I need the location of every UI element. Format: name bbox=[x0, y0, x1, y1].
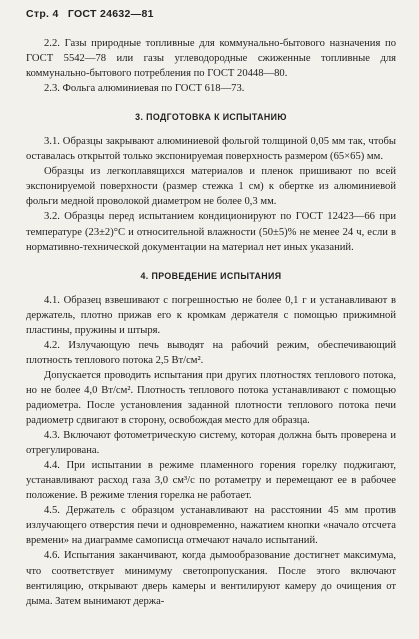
section-4-heading: 4. ПРОВЕДЕНИЕ ИСПЫТАНИЯ bbox=[140, 270, 282, 281]
paragraph-3-2: 3.2. Образцы перед испытанием кондиционируют по ГОСТ 12423—66 при температуре (23±2)°С и относительной влажности (50±5)% не менее 24 ч, если в нормативно-технической документации на материал нет иных указаний. bbox=[26, 211, 396, 253]
page-number: Стр. 4 bbox=[26, 8, 59, 20]
paragraph-4-2-b: Допускается проводить испытания при других плотностях теплового потока, но не более 4,0 Вт/см². Плотность теплового потока устанавливают с помощью радиометра. После установления заданной плотности теплового потока печи радиометр сдвигают в сторону, освобождая место для образца. bbox=[26, 369, 396, 427]
paragraph-4-2: 4.2. Излучающую печь выводят на рабочий режим, обеспечивающий плотность теплового потока 2,5 Вт/см². bbox=[26, 339, 396, 366]
document-body bbox=[26, 36, 396, 609]
page-header bbox=[26, 8, 160, 20]
paragraph-2-2: 2.2. Газы природные топливные для коммунально-бытового назначения по ГОСТ 5542—78 или газы углеводородные сжиженные топливные для коммунально-бытового потребления по ГОСТ 20448—80. bbox=[26, 38, 396, 80]
paragraph-4-3: 4.3. Включают фотометрическую систему, которая должна быть проверена и отрегулирована. bbox=[26, 430, 396, 457]
paragraph-3-1: 3.1. Образцы закрывают алюминиевой фольгой толщиной 0,05 мм так, чтобы оставалась открытой только экспонируемая поверхность размером (65×65) мм. bbox=[26, 136, 396, 163]
paragraph-3-1-b: Образцы из легкоплавящихся материалов и пленок пришивают по всей экспонируемой поверхности (размер стежка 1 см) к обертке из алюминиевой фольги медной проволокой диаметром не более 0,3 мм. bbox=[26, 166, 396, 208]
standard-number: ГОСТ 24632—81 bbox=[67, 8, 154, 20]
paragraph-4-1: 4.1. Образец взвешивают с погрешностью не более 0,1 г и устанавливают в держатель, плотно прижав его к кромкам держателя с помощью прижимной пластины, пружины и штыря. bbox=[26, 294, 396, 336]
paragraph-4-4: 4.4. При испытании в режиме пламенного горения горелку поджигают, устанавливают расход газа 3,0 см³/с по ротаметру и перемещают ее в рабочее положение. В режиме тления горелка не работает. bbox=[26, 460, 396, 502]
paragraph-2-3: 2.3. Фольга алюминиевая по ГОСТ 618—73. bbox=[44, 83, 245, 95]
paragraph-4-6: 4.6. Испытания заканчивают, когда дымообразование достигнет максимума, что соответствует минимуму светопропускания. После этого включают вентиляцию, открывают дверь камеры и вентилируют камеру до очищения от дыма. Затем вынимают держа- bbox=[26, 550, 396, 607]
section-3-heading: 3. ПОДГОТОВКА К ИСПЫТАНИЮ bbox=[135, 112, 287, 123]
paragraph-4-5: 4.5. Держатель с образцом устанавливают на расстоянии 45 мм против излучающего отверстия печи и одновременно, нажатием кнопки «начало отсчета времени» на диаграмме самописца отмечают начало испытаний. bbox=[26, 505, 396, 547]
